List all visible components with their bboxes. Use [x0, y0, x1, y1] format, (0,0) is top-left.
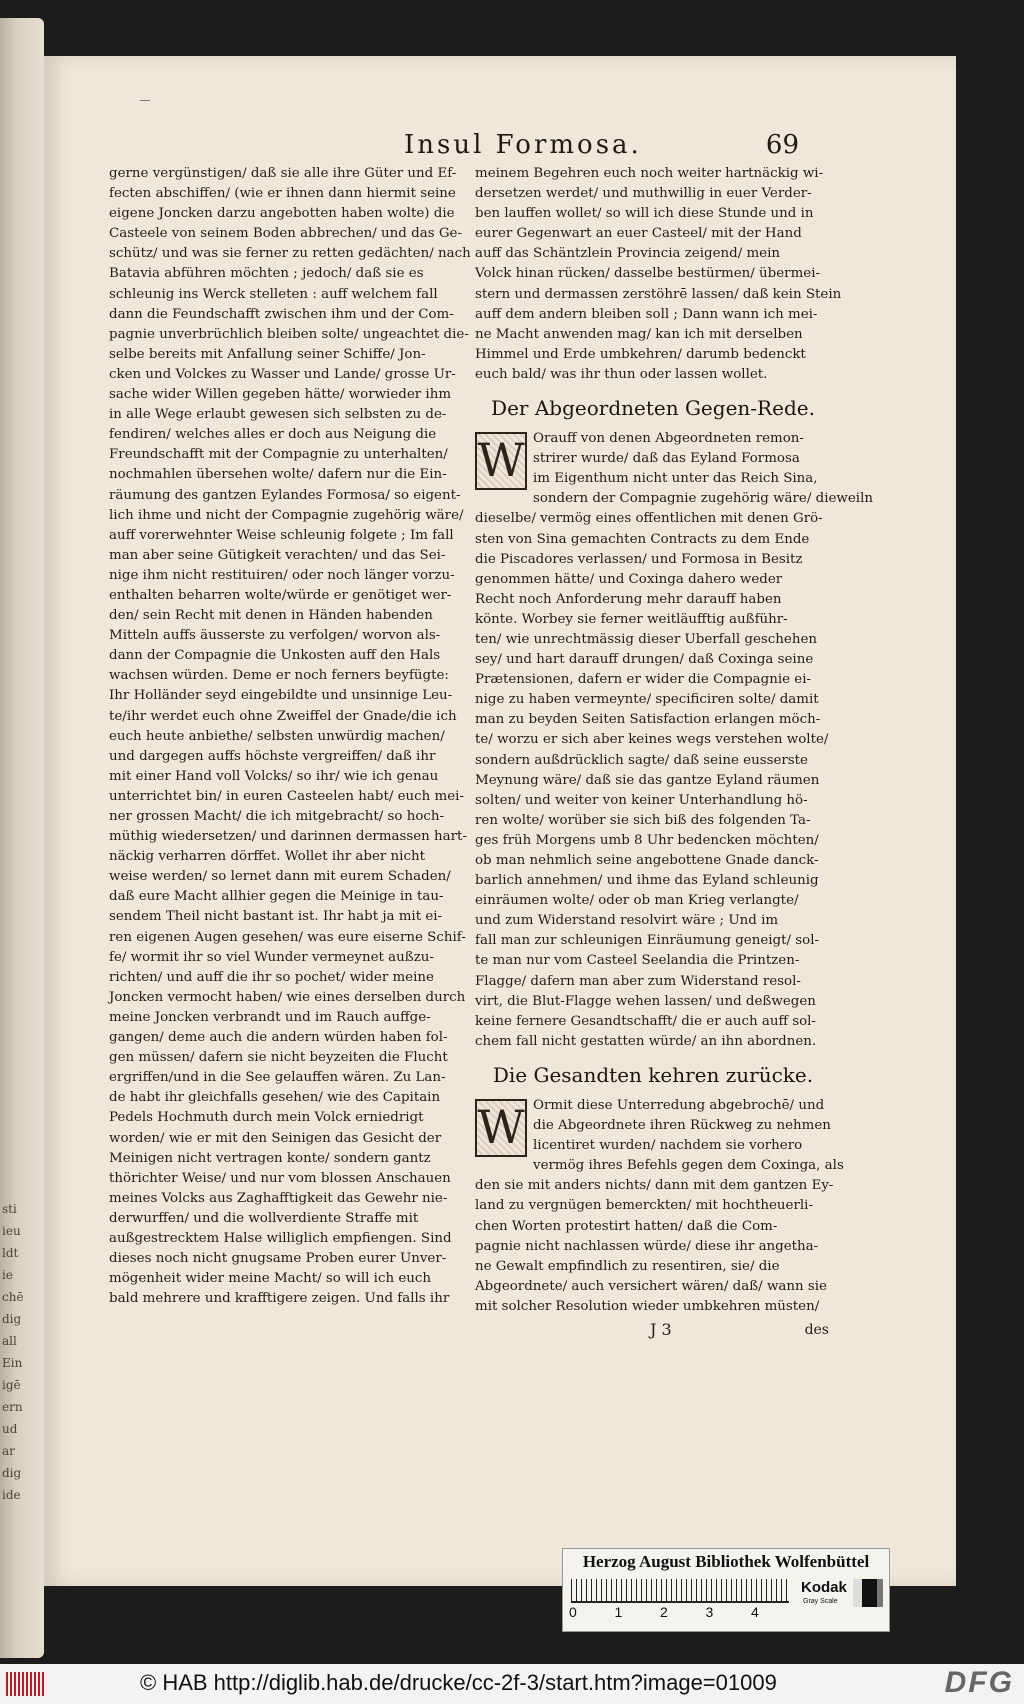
text-line: mit einer Hand voll Volcks/ so ihr/ wie ich genau	[109, 768, 439, 784]
facing-page-fragment: ie	[2, 1268, 13, 1282]
text-line: worden/ wie er mit den Seinigen das Gesicht der	[109, 1130, 442, 1146]
library-name: Herzog August Bibliothek Wolfenbüttel	[582, 1552, 870, 1571]
text-line: thörichter Weise/ und nur vom blossen Anschauen	[109, 1170, 451, 1186]
facing-page-fragment: ern	[2, 1400, 23, 1414]
text-line: nochmahlen übersehen wolte/ dafern nur die Ein-	[109, 467, 447, 483]
text-line: Himmel und Erde umbkehren/ darumb bedenckt	[475, 346, 806, 362]
text-line: dieselbe/ vermög eines offentlichen mit denen Grö-	[475, 511, 823, 527]
text-line: keine fernere Gesandtschafft/ die er auch auff sol-	[475, 1013, 816, 1029]
text-line: räumung des gantzen Eylandes Formosa/ so eigent-	[109, 487, 461, 503]
text-line: Batavia abführen möchten ; jedoch/ daß sie es	[109, 266, 424, 282]
text-line: meinem Begehren euch noch weiter hartnäckig wi-	[475, 166, 824, 181]
text-line: Meynung wäre/ daß sie das gantze Eyland räumen	[475, 772, 820, 788]
facing-page-fragment: igē	[2, 1378, 21, 1392]
text-line: Prætensionen, dafern er wider die Compagnie ei-	[475, 672, 812, 688]
text-line: ges früh Morgens umb 8 Uhr bedencken möchten/	[475, 832, 819, 848]
ruler-numbers	[569, 1604, 789, 1620]
text-line: mögenheit wider meine Macht/ so will ich euch	[109, 1271, 432, 1287]
ruler-number: 1	[614, 1604, 623, 1620]
text-line: den sie mit anders nichts/ dann mit dem gantzen Ey-	[475, 1178, 834, 1194]
text-line: Pedels Hochmuth durch mein Volck erniedrigt	[109, 1110, 424, 1126]
text-line: meine Joncken verbrandt und im Rauch auffge-	[109, 1009, 431, 1025]
text-line: te/ worzu er sich aber keines wegs verstehen wolte/	[475, 732, 829, 748]
section-heading-envoys-return: Die Gesandten kehren zurücke.	[492, 1062, 814, 1087]
text-line: dann die Feundschafft zwischen ihm und der Com-	[109, 306, 454, 322]
text-line: fe/ wormit ihr so viel Wunder vermeynet außzu-	[109, 949, 434, 965]
text-line: schleunig ins Werck stelleten : auff welchem fall	[109, 286, 438, 302]
facing-page-fragment: all	[2, 1334, 17, 1348]
kodak-brand: Kodak	[801, 1579, 847, 1596]
text-line: selbe bereits mit Anfallung seiner Schiffe/ Jon-	[109, 346, 426, 362]
text-line: daß eure Macht allhier gegen die Meinige in tau-	[109, 889, 444, 905]
text-line: lich ihme und nicht der Compagnie zugehörig wäre/	[109, 507, 464, 523]
text-line: auff vorerwehnter Weise schleunig folgete ; Im fall	[109, 527, 454, 543]
text-line: cken und Volckes zu Wasser und Lande/ grosse Ur-	[109, 366, 456, 382]
right-column	[475, 164, 873, 1343]
text-line: könte. Worbey sie ferner weitläufftig außführ-	[475, 611, 788, 627]
text-line: ne Macht anwenden mag/ kan ich mit derselben	[475, 326, 803, 342]
text-line: unterrichtet bin/ in euren Casteelen habt/ euch mei-	[109, 788, 464, 804]
source-url[interactable]: © HAB http://diglib.hab.de/drucke/cc-2f-3/start.htm?image=01009	[140, 1670, 777, 1695]
library-color-target	[562, 1548, 890, 1632]
right-column-top-text	[475, 164, 842, 385]
text-line: Orauff von denen Abgeordneten remon-	[533, 431, 804, 447]
text-line: ren eigenen Augen gesehen/ was eure eiserne Schif-	[109, 929, 466, 945]
text-line: te/ihr werdet euch ohne Zweiffel der Gnade/die ich	[109, 708, 457, 724]
signature-line	[475, 1317, 831, 1343]
text-line: fecten abschiffen/ (wie er ihnen dann hiermit seine	[109, 186, 456, 202]
text-line: die Abgeordnete ihren Rückweg zu nehmen	[533, 1118, 831, 1134]
text-line: nige zu haben vermeynte/ specificiren solte/ damit	[475, 692, 819, 708]
text-line: strirer wurde/ daß das Eyland Formosa	[533, 451, 800, 467]
decorated-initial: W	[475, 432, 527, 490]
text-line: de habt ihr gleichfalls gesehen/ wie des Capitain	[109, 1090, 441, 1106]
text-line: pagnie nicht nachlassen würde/ diese ihr angetha-	[475, 1238, 819, 1254]
text-line: eurer Gegenwart an euer Casteel/ mit der Hand	[475, 226, 802, 242]
printer-signature: J 3	[650, 1319, 672, 1339]
text-line: im Eigenthum nicht unter das Reich Sina,	[533, 471, 818, 487]
text-line: dann der Compagnie die Unkosten auff den Hals	[109, 648, 441, 664]
facing-page-fragment: dig	[2, 1312, 22, 1326]
gray-scale-label: Gray Scale	[803, 1598, 838, 1605]
text-line: solten/ und weiter von keiner Unterhandlung hö-	[475, 792, 808, 808]
facing-page-fragment: sti	[2, 1202, 17, 1216]
text-line: Casteele von seinem Boden abbrechen/ und das Ge-	[109, 226, 462, 242]
ruler-number: 2	[660, 1604, 668, 1620]
facing-page-fragment: ide	[2, 1488, 21, 1502]
text-line: man zu beyden Seiten Satisfaction erlangen möch-	[475, 712, 821, 728]
dfg-logo: DFG	[944, 1666, 1014, 1699]
catchword: des	[804, 1321, 829, 1338]
text-line: gerne vergünstigen/ daß sie alle ihre Güter und Ef-	[109, 166, 457, 181]
ruler-number: 4	[751, 1604, 759, 1620]
text-line: ergriffen/und in die See gelauffen wären. Zu Lan-	[109, 1070, 446, 1086]
text-line: die Piscadores verlassen/ und Formosa in Besitz	[475, 551, 803, 567]
section-heading-counter-speech: Der Abgeordneten Gegen-Rede.	[491, 396, 815, 421]
text-line: fall man zur schleunigen Einräumung geneigt/ sol-	[475, 933, 820, 949]
paragraph-lines	[475, 1096, 844, 1317]
text-line: ob man nehmlich seine angebottene Gnade danck-	[475, 853, 819, 868]
text-line: enthalten beharren wolte/würde er genötiget wer-	[109, 587, 452, 603]
page-number: 69	[765, 130, 799, 160]
text-line: mit solcher Resolution wieder umbkehren müsten/	[475, 1298, 820, 1314]
text-line: stern und dermassen zerstöhrē lassen/ daß kein Stein	[475, 286, 842, 302]
text-line: sondern der Compagnie zugehörig wäre/ dieweiln	[533, 491, 873, 507]
text-line: chem fall nicht gestatten würde/ an ihn abordnen.	[475, 1033, 817, 1049]
text-line: nige ihm nicht restituiren/ oder noch länger vorzu-	[109, 567, 455, 583]
text-line: Joncken vermocht haben/ wie eines derselben durch	[109, 989, 466, 1005]
text-line: sondern außdrücklich sagte/ daß seine eusserste	[475, 752, 808, 768]
facing-page-fragments	[2, 1198, 42, 1506]
text-line: sey/ und hart darauff drungen/ daß Coxinga seine	[475, 652, 814, 668]
page-mark	[140, 100, 150, 101]
scale-ruler	[571, 1579, 789, 1603]
text-line: Abgeordnete/ auch versichert wären/ daß/ wann sie	[475, 1278, 827, 1294]
facing-page-fragment: ldt	[2, 1246, 19, 1260]
text-line: Ihr Holländer seyd eingebildte und unsinnige Leu-	[109, 688, 453, 704]
text-line: land zu vergnügen bemerckten/ mit hochtheuerli-	[475, 1198, 813, 1214]
text-line: euch bald/ was ihr thun oder lassen wollet.	[475, 366, 768, 382]
text-line: und dargegen auffs höchste vergreiffen/ daß ihr	[109, 748, 436, 764]
text-line: Recht noch Anforderung mehr darauff haben	[475, 591, 782, 607]
text-line: bald mehrere und krafftigere zeigen. Und falls ihr	[109, 1291, 450, 1307]
text-line: eigene Joncken darzu angebotten haben wolte) die	[109, 206, 455, 222]
text-line: man aber seine Gütigkeit verachten/ und das Sei-	[109, 547, 446, 563]
text-line: außgestrecktem Halse williglich empfiengen. Sind	[109, 1230, 452, 1246]
text-line: und zum Widerstand resolvirt wäre ; Und im	[475, 913, 779, 929]
text-line: weise werden/ so lernet dann mit eurem Schaden/	[109, 869, 451, 885]
text-line: ben lauffen wollet/ so will ich diese Stunde und in	[475, 206, 814, 222]
text-line: Freundschafft mit der Compagnie zu unterhalten/	[109, 447, 448, 463]
facing-page-fragment: Ein	[2, 1356, 23, 1370]
text-line: näckig verharren dörffet. Wollet ihr aber nicht	[109, 849, 425, 865]
text-line: richten/ und auff die ihr so pochet/ wider meine	[109, 969, 434, 985]
text-line: Mitteln auffs äusserste zu verfolgen/ worvon als-	[109, 628, 441, 644]
text-line: dersetzen werdet/ und muthwillig in euer Verder-	[475, 186, 812, 202]
gray-scale-patch	[853, 1579, 883, 1607]
text-line: Volck hinan rücken/ dasselbe bestürmen/ übermei-	[475, 266, 821, 282]
paragraph-counter-speech	[475, 429, 873, 1052]
paragraph-envoys-return	[475, 1096, 844, 1317]
text-line: auff dem andern bleiben soll ; Dann wann ich mei-	[475, 306, 818, 322]
facing-page-fragment: ud	[2, 1422, 18, 1436]
text-line: ne Gewalt empfindlich zu resentiren, sie/ die	[475, 1258, 780, 1274]
text-line: gangen/ deme auch die andern würden haben fol-	[109, 1030, 448, 1046]
text-line: Meinigen nicht vertragen konte/ sondern gantz	[109, 1150, 431, 1166]
text-line: einräumen wolte/ oder ob man Krieg verlangte/	[475, 893, 799, 909]
text-line: genommen hätte/ und Coxinga dahero weder	[475, 571, 783, 587]
text-line: sache wider Willen gegeben hätte/ worwieder ihm	[109, 387, 452, 403]
text-line: ren wolte/ worüber sie sich biß des folgenden Ta-	[475, 812, 811, 828]
facing-page-fragment: chē	[2, 1290, 24, 1304]
text-line: virt, die Blut-Flagge wehen lassen/ und deßwegen	[475, 993, 816, 1009]
text-line: gen müssen/ dafern sie nicht beyzeiten die Flucht	[109, 1050, 448, 1066]
text-line: auff das Schäntzlein Provincia zeigend/ mein	[475, 246, 780, 262]
facing-page-fragment: ar	[2, 1444, 15, 1458]
text-line: sten von Sina gemachten Contracts zu dem Ende	[475, 531, 810, 547]
text-line: barlich annehmen/ und ihme das Eyland schleunig	[475, 873, 819, 889]
running-head-title: Insul Formosa.	[404, 130, 642, 160]
text-line: wachsen würden. Deme er noch ferners beyfügte:	[109, 668, 449, 684]
viewer-footer	[0, 1664, 1024, 1704]
text-line: schütz/ und was sie ferner zu retten gedächten/ nach	[109, 246, 471, 262]
text-line: ner grossen Macht/ die ich mitgebracht/ so hoch-	[109, 809, 445, 824]
hab-logo-icon	[6, 1672, 46, 1696]
text-line: in alle Wege erlaubt gewesen sich selbsten zu de-	[109, 407, 447, 423]
text-line: licentiret wurden/ nachdem sie vorhero	[533, 1138, 803, 1154]
facing-page-edge	[0, 18, 44, 1658]
left-column	[109, 164, 471, 1309]
text-line: den/ sein Recht mit denen in Händen habenden	[109, 608, 433, 624]
facing-page-fragment: dig	[2, 1466, 22, 1480]
text-line: sendem Theil nicht bastant ist. Ihr habt ja mit ei-	[109, 909, 443, 925]
text-line: euch heute anbiethe/ selbsten unwürdig machen/	[109, 728, 445, 744]
book-page	[44, 56, 956, 1586]
text-line: meines Volcks aus Zaghafftigkeit das Gewehr nie-	[109, 1190, 448, 1206]
text-line: Ormit diese Unterredung abgebrochē/ und	[533, 1097, 825, 1113]
text-line: ten/ wie unrechtmässig dieser Uberfall geschehen	[475, 631, 818, 647]
text-line: fendiren/ welches alles er doch aus Neigung die	[109, 427, 437, 443]
ruler-number: 0	[569, 1604, 577, 1620]
paragraph-lines	[475, 429, 873, 1052]
text-line: derwurffen/ und die wollverdiente Straffe mit	[109, 1210, 419, 1226]
facing-page-fragment: ieu	[2, 1224, 21, 1238]
text-line: chen Worten protestirt hatten/ daß die Com-	[475, 1218, 778, 1234]
text-line: dieses noch nicht gnugsame Proben eurer Unver-	[109, 1251, 447, 1267]
text-line: vermög ihres Befehls gegen dem Coxinga, als	[533, 1158, 844, 1174]
text-line: te man nur vom Casteel Seelandia die Printzen-	[475, 953, 800, 969]
ruler-number: 3	[705, 1604, 714, 1620]
text-line: müthig wiedersetzen/ und darinnen dermassen hart-	[109, 829, 467, 845]
text-line: Flagge/ dafern man aber zum Widerstand resol-	[475, 973, 801, 989]
text-line: pagnie unverbrüchlich bleiben solte/ ungeachtet die-	[109, 326, 469, 342]
decorated-initial: W	[475, 1099, 527, 1157]
